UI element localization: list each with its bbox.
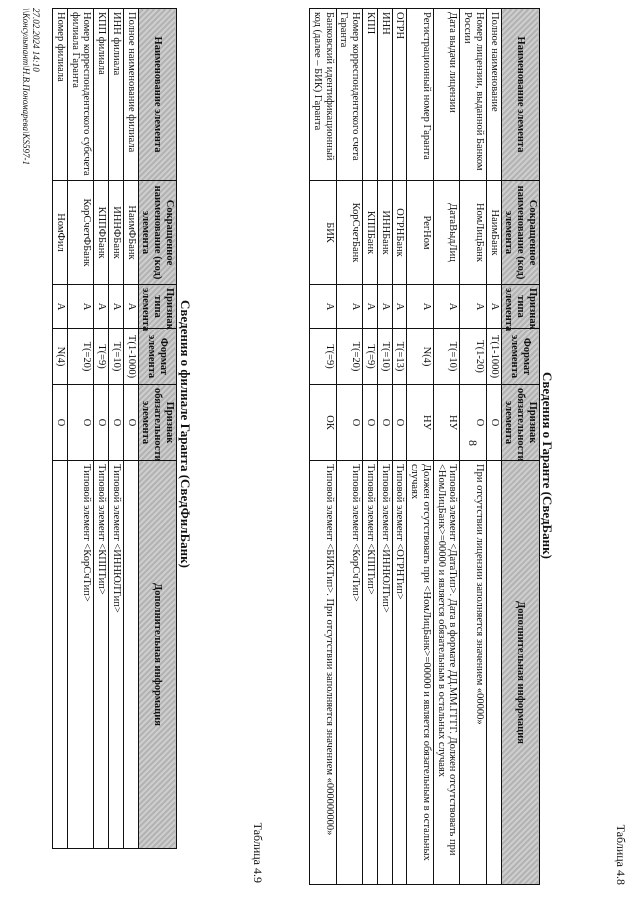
cell-element-type: А xyxy=(336,285,363,329)
cell-element-format: T(=9) xyxy=(310,329,337,385)
header-cell: Признак обязательности элемента xyxy=(501,385,539,461)
table-4-9-title: Сведения о филиале Гаранта (СведФилБанк) xyxy=(178,300,193,568)
cell-element-type: А xyxy=(460,285,487,329)
table-row xyxy=(336,9,363,885)
cell-element-format: T(=20) xyxy=(336,329,363,385)
table-row xyxy=(487,9,502,885)
cell-element-code: КППБанк xyxy=(363,181,378,285)
table-row xyxy=(392,9,407,885)
table-row xyxy=(434,9,461,885)
cell-element-name: ИНН филиала xyxy=(109,9,124,181)
cell-element-code: КорСчетФБанк xyxy=(68,181,95,285)
header-cell: Наименование элемента xyxy=(138,9,176,181)
cell-element-format: T(1-1000) xyxy=(487,329,502,385)
cell-element-required: НУ xyxy=(434,385,461,461)
header-cell: Признак типа элемента xyxy=(138,285,176,329)
cell-element-type: А xyxy=(407,285,434,329)
cell-element-code: КППФБанк xyxy=(94,181,109,285)
cell-element-required: О xyxy=(94,385,109,461)
cell-element-format: T(1-20) xyxy=(460,329,487,385)
cell-element-info: Должен отсутствовать при <НомЛицБанк>=00000 и является обязательным в остальных случаях xyxy=(407,461,434,885)
cell-element-format: T(=9) xyxy=(363,329,378,385)
cell-element-code: ИННФБанк xyxy=(109,181,124,285)
cell-element-name: ОГРН xyxy=(392,9,407,181)
cell-element-name: Регистрационный номер Гаранта xyxy=(407,9,434,181)
cell-element-info: При отсутствии лицензии заполняется значением «00000» xyxy=(460,461,487,885)
cell-element-info: Типовой элемент <КППТип> xyxy=(94,461,109,849)
table-row xyxy=(363,9,378,885)
cell-element-type: А xyxy=(68,285,95,329)
table-row xyxy=(109,9,124,849)
header-cell: Сокращенное наименование (код) элемента xyxy=(138,181,176,285)
cell-element-format: T(=10) xyxy=(109,329,124,385)
cell-element-code: КорСчетБанк xyxy=(336,181,363,285)
page-number: 8 xyxy=(466,440,480,446)
table-4-9 xyxy=(52,8,177,849)
cell-element-code: НомФил xyxy=(53,181,68,285)
header-cell: Дополнительная информация xyxy=(138,461,176,849)
table-row xyxy=(53,9,68,849)
header-cell: Признак типа элемента xyxy=(501,285,539,329)
table-row xyxy=(378,9,393,885)
table-row xyxy=(94,9,109,849)
cell-element-info: Типовой элемент <БИКТип>. При отсутствии заполняется значением «000000000» xyxy=(310,461,337,885)
cell-element-info: Типовой элемент <ИННЮЛТип> xyxy=(109,461,124,849)
cell-element-code: ДатаВыдЛиц xyxy=(434,181,461,285)
footer-date: 27.02.2024 14:10 xyxy=(31,8,41,72)
cell-element-format: T(=10) xyxy=(434,329,461,385)
cell-element-required: О xyxy=(487,385,502,461)
cell-element-info xyxy=(487,461,502,885)
cell-element-required: О xyxy=(336,385,363,461)
cell-element-info: Типовой элемент <ИННЮЛТип> xyxy=(378,461,393,885)
table-4-8 xyxy=(309,8,540,885)
cell-element-code: БИК xyxy=(310,181,337,285)
footer-path: \\Консультант\Н.В.Пономарева\KS597-1 xyxy=(21,8,32,165)
cell-element-name: КПП филиала xyxy=(94,9,109,181)
table-4-8-label: Таблица 4.8 xyxy=(614,824,628,885)
cell-element-name: Дата выдачи лицензии xyxy=(434,9,461,181)
cell-element-name: Полное наименование xyxy=(487,9,502,181)
cell-element-code: ОГРНБанк xyxy=(392,181,407,285)
cell-element-info: Типовой элемент <КорСчТип> xyxy=(336,461,363,885)
cell-element-info: Типовой элемент <КППТип> xyxy=(363,461,378,885)
header-cell: Признак обязательности элемента xyxy=(138,385,176,461)
cell-element-type: А xyxy=(434,285,461,329)
cell-element-type: А xyxy=(53,285,68,329)
table-4-8-title: Сведения о Гаранте (СведБанк) xyxy=(540,372,555,559)
table-row xyxy=(68,9,95,849)
cell-element-name: Полное наименование филиала xyxy=(124,9,139,181)
cell-element-type: А xyxy=(487,285,502,329)
cell-element-name: Банковский идентификационный код (далее – БИК) Гаранта xyxy=(310,9,337,181)
cell-element-code: РегНом xyxy=(407,181,434,285)
cell-element-required: О xyxy=(392,385,407,461)
footer-stamp xyxy=(20,8,40,165)
cell-element-name: ИНН xyxy=(378,9,393,181)
cell-element-type: А xyxy=(94,285,109,329)
header-cell: Формат элемента xyxy=(138,329,176,385)
cell-element-type: А xyxy=(378,285,393,329)
cell-element-format: T(=9) xyxy=(94,329,109,385)
cell-element-name: Номер лицензии, выданной Банком России xyxy=(460,9,487,181)
table-row xyxy=(407,9,434,885)
header-cell: Формат элемента xyxy=(501,329,539,385)
cell-element-format: N(4) xyxy=(407,329,434,385)
cell-element-type: А xyxy=(124,285,139,329)
cell-element-required: О xyxy=(53,385,68,461)
cell-element-info xyxy=(53,461,68,849)
header-cell: Сокращенное наименование (код) элемента xyxy=(501,181,539,285)
cell-element-type: А xyxy=(109,285,124,329)
cell-element-info: Типовой элемент <КорСчТип> xyxy=(68,461,95,849)
table-row xyxy=(310,9,337,885)
cell-element-required: О xyxy=(68,385,95,461)
cell-element-info xyxy=(124,461,139,849)
table-4-9-label: Таблица 4.9 xyxy=(251,822,265,883)
table-header-row xyxy=(138,9,176,849)
cell-element-required: О xyxy=(460,385,487,461)
cell-element-format: N(4) xyxy=(53,329,68,385)
cell-element-type: А xyxy=(310,285,337,329)
cell-element-type: А xyxy=(363,285,378,329)
cell-element-format: T(=10) xyxy=(378,329,393,385)
table-row xyxy=(460,9,487,885)
cell-element-code: НомЛицБанк xyxy=(460,181,487,285)
cell-element-type: А xyxy=(392,285,407,329)
cell-element-required: О xyxy=(363,385,378,461)
header-cell: Дополнительная информация xyxy=(501,461,539,885)
cell-element-info: Типовой элемент <ДатаТип>. Дата в формате ДД.ММ.ГГГГ. Должен отсутствовать при <НомЛицБанк>=00000 и является обязательным в остальных случаях xyxy=(434,461,461,885)
cell-element-format: T(=20) xyxy=(68,329,95,385)
cell-element-name: Номер корреспондентского субсчета филиала Гаранта xyxy=(68,9,95,181)
cell-element-name: Номер корреспондентского счета Гаранта xyxy=(336,9,363,181)
cell-element-name: Номер филиала xyxy=(53,9,68,181)
cell-element-required: НУ xyxy=(407,385,434,461)
table-4-9-body xyxy=(53,9,139,849)
cell-element-code: ИННБанк xyxy=(378,181,393,285)
cell-element-format: T(=13) xyxy=(392,329,407,385)
cell-element-required: О xyxy=(124,385,139,461)
table-row xyxy=(124,9,139,849)
cell-element-format: T(1-1000) xyxy=(124,329,139,385)
cell-element-info: Типовой элемент <ОГРНТип> xyxy=(392,461,407,885)
table-header-row xyxy=(501,9,539,885)
cell-element-name: КПП xyxy=(363,9,378,181)
table-4-8-body xyxy=(310,9,502,885)
cell-element-required: ОК xyxy=(310,385,337,461)
header-cell: Наименование элемента xyxy=(501,9,539,181)
cell-element-required: О xyxy=(109,385,124,461)
cell-element-code: НаимБанк xyxy=(487,181,502,285)
cell-element-code: НаимФБанк xyxy=(124,181,139,285)
cell-element-required: О xyxy=(378,385,393,461)
